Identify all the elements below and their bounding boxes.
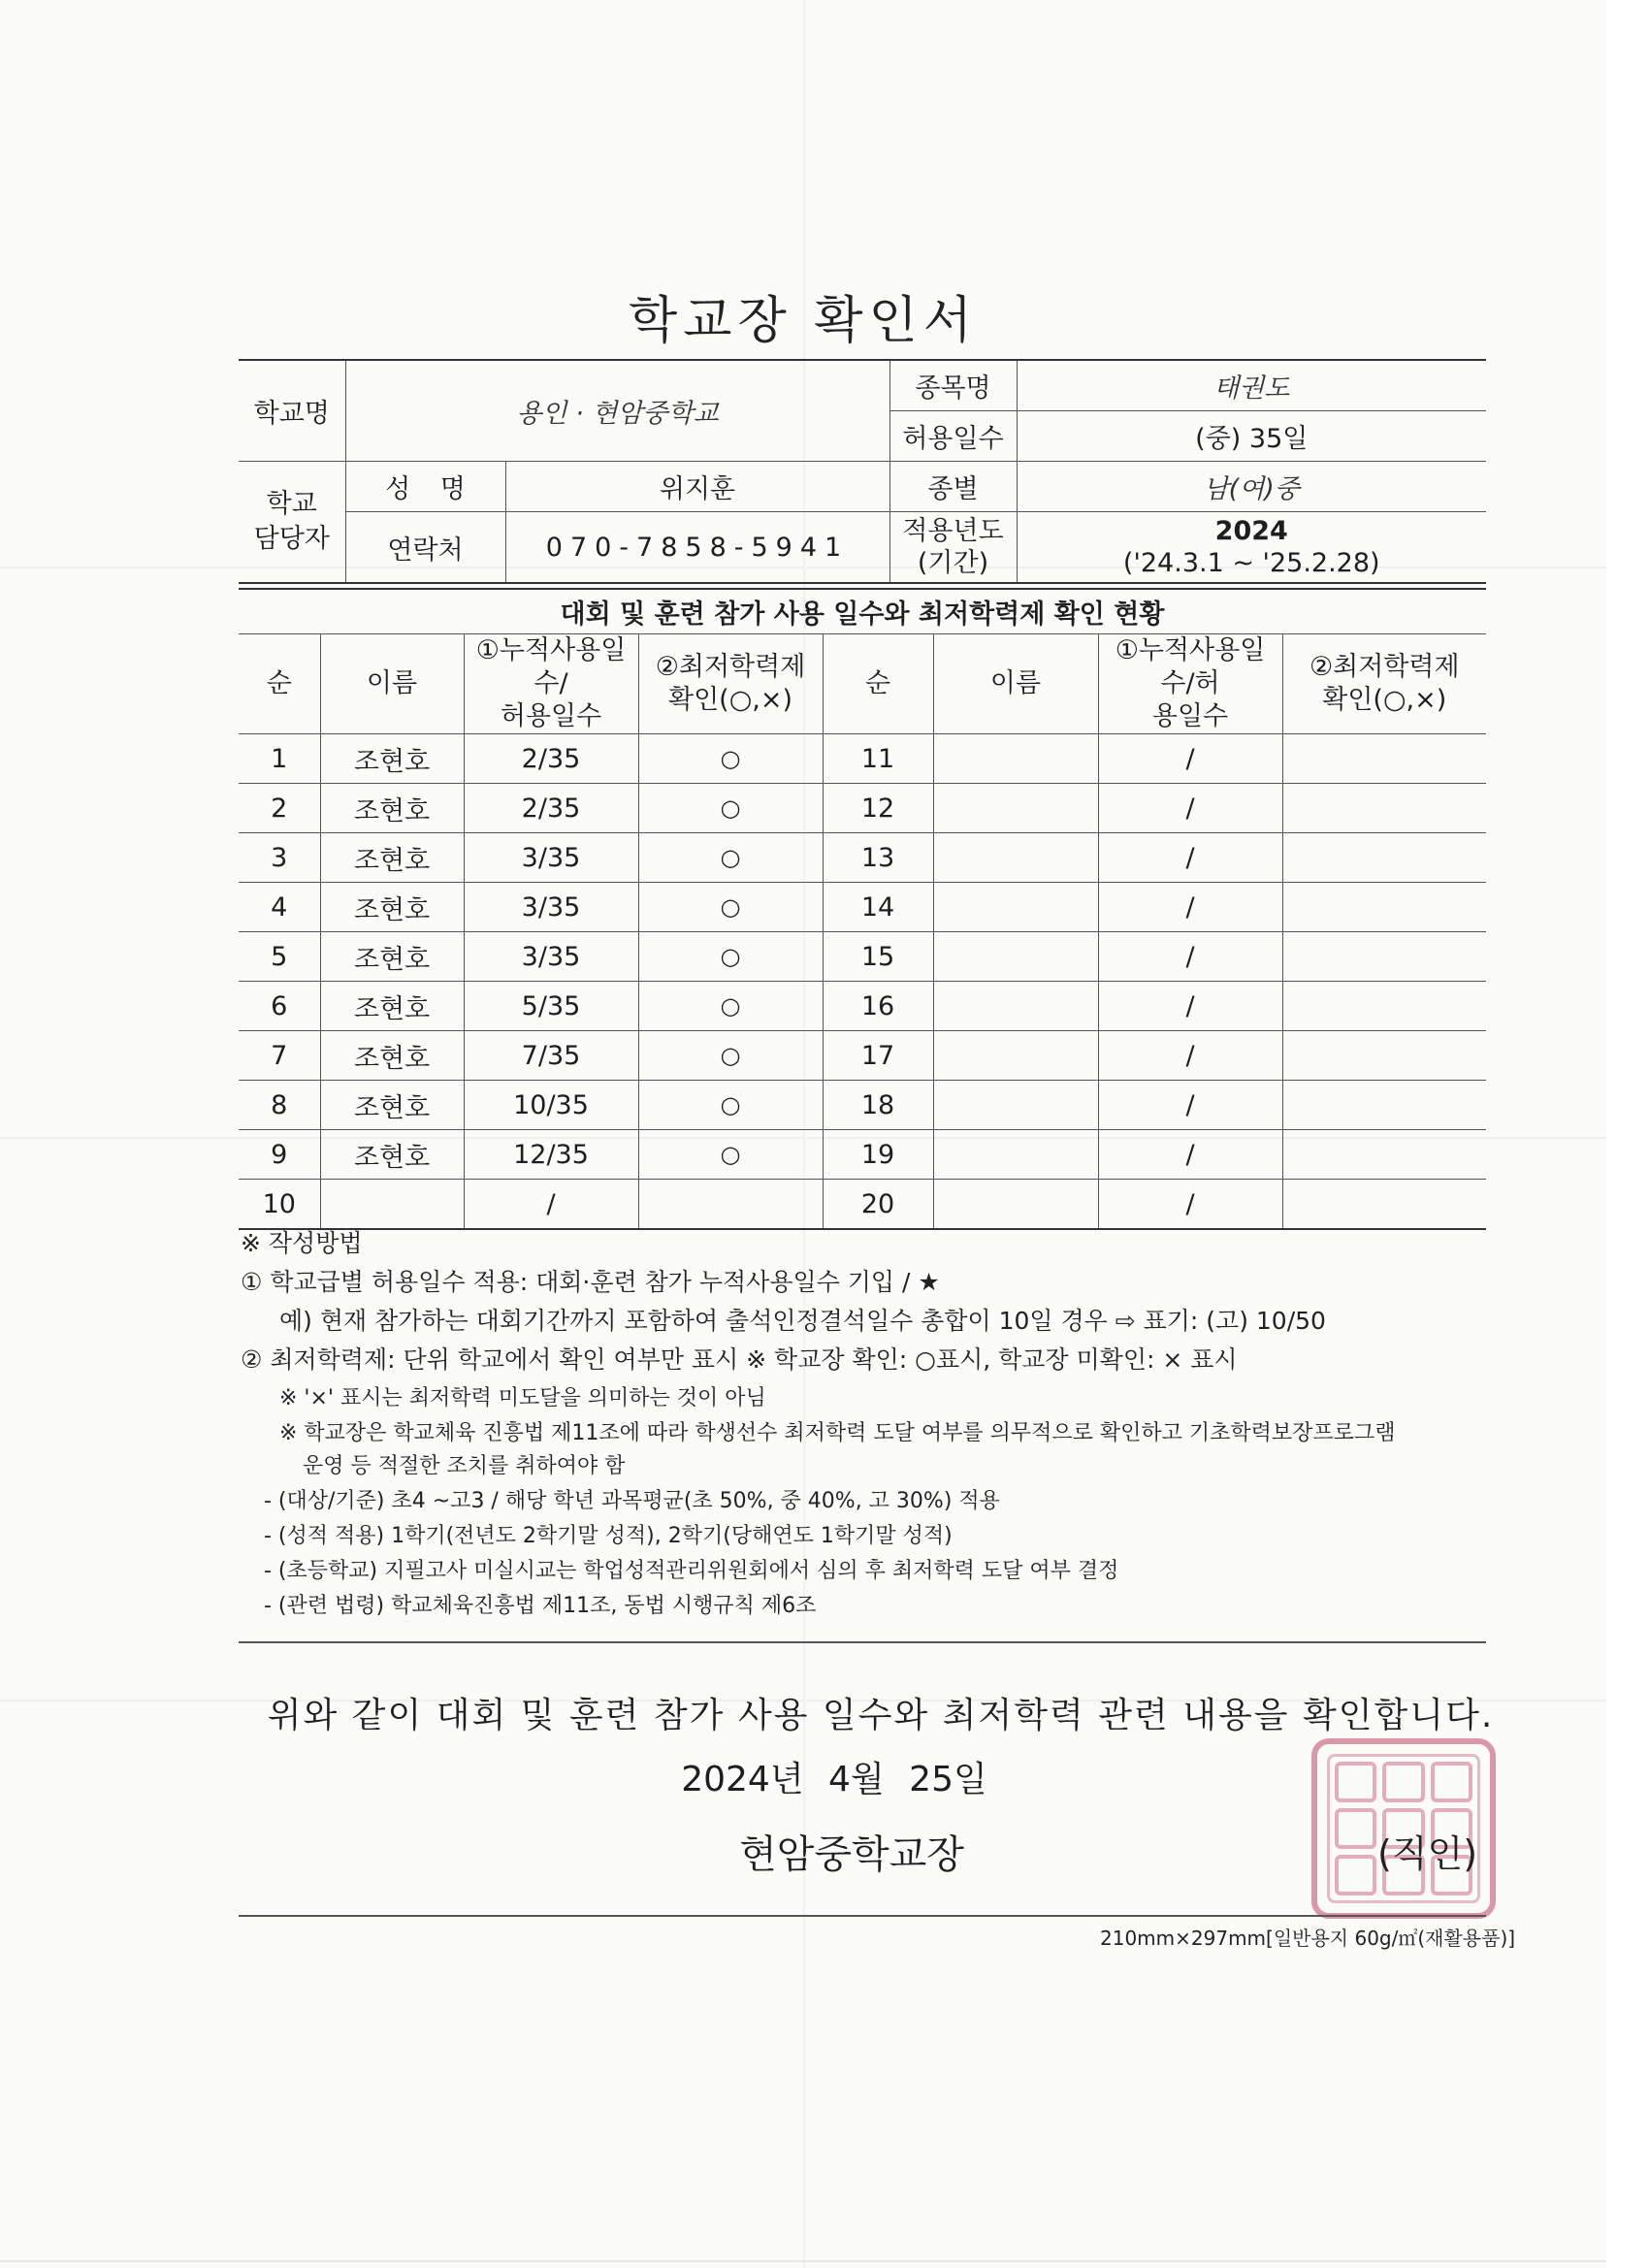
row-days: 3/35	[464, 883, 638, 932]
row-no: 1	[239, 734, 320, 784]
row-no: 2	[239, 784, 320, 833]
header-days: ①누적사용일수/ 허용일수	[464, 634, 638, 734]
confirm-text: 위와 같이 대회 및 훈련 참가 사용 일수와 최저학력 관련 내용을 확인합니다.	[267, 1696, 1495, 1735]
divider	[239, 1915, 1486, 1917]
row-check: ○	[638, 784, 823, 833]
table-row	[239, 833, 1486, 883]
row-days: 3/35	[464, 932, 638, 982]
row-no-2: 17	[823, 1031, 933, 1081]
row-days-2: /	[1098, 1180, 1282, 1230]
row-no: 3	[239, 833, 320, 883]
row-days: 2/35	[464, 784, 638, 833]
table-row	[239, 734, 1486, 784]
row-days-2: /	[1098, 1081, 1282, 1130]
row-check: ○	[638, 833, 823, 883]
row-name: 조현호	[320, 883, 464, 932]
row-days: 10/35	[464, 1081, 638, 1130]
row-days-2: /	[1098, 784, 1282, 833]
row-name	[320, 1180, 464, 1230]
table-row	[239, 982, 1486, 1031]
row-check: ○	[638, 932, 823, 982]
table-row	[239, 1180, 1486, 1230]
row-check-2	[1282, 1031, 1486, 1081]
row-days-2: /	[1098, 1031, 1282, 1081]
divider	[239, 1641, 1486, 1643]
table-row	[239, 932, 1486, 982]
row-name-2	[933, 1031, 1098, 1081]
row-check	[638, 1180, 823, 1230]
row-no-2: 19	[823, 1130, 933, 1180]
row-name-2	[933, 883, 1098, 932]
row-no: 10	[239, 1180, 320, 1230]
row-check-2	[1282, 1081, 1486, 1130]
status-table-title: 대회 및 훈련 참가 사용 일수와 최저학력제 확인 현황	[239, 589, 1486, 634]
row-no-2: 13	[823, 833, 933, 883]
row-check: ○	[638, 883, 823, 932]
row-no: 9	[239, 1130, 320, 1180]
row-check-2	[1282, 883, 1486, 932]
school-name: 용인 · 현암중학교	[345, 360, 889, 462]
header-days-2: ①누적사용일수/허 용일수	[1098, 634, 1282, 734]
row-name-2	[933, 833, 1098, 883]
year-value: 2024	[1214, 516, 1288, 546]
notes-heading: ※ 작성방법	[241, 1229, 363, 1257]
notes-line: 예) 현재 참가하는 대회기간까지 포함하여 출석인정결석일수 총합이 10일 경우 ⇨ 표기: (고) 10/50	[279, 1307, 1326, 1335]
confirm-date: 2024년 4월 25일	[681, 1760, 987, 1799]
year-label: 적용년도 (기간)	[889, 512, 1017, 584]
notes-line: - (대상/기준) 초4 ~고3 / 해당 학년 과목평균(초 50%, 중 40%, 고 30%) 적용	[264, 1489, 1000, 1513]
table-row	[239, 1130, 1486, 1180]
row-days-2: /	[1098, 883, 1282, 932]
row-days-2: /	[1098, 833, 1282, 883]
row-check: ○	[638, 1130, 823, 1180]
row-days: 3/35	[464, 833, 638, 883]
header-name: 이름	[320, 634, 464, 734]
row-days: 7/35	[464, 1031, 638, 1081]
row-no-2: 14	[823, 883, 933, 932]
row-days: /	[464, 1180, 638, 1230]
contact-group-label: 학교 담당자	[239, 462, 345, 584]
row-name: 조현호	[320, 1081, 464, 1130]
notes-line: - (초등학교) 지필고사 미실시교는 학업성적관리위원회에서 심의 후 최저학력 도달 여부 결정	[264, 1559, 1119, 1583]
allowed-days-label: 허용일수	[889, 411, 1017, 462]
row-name: 조현호	[320, 833, 464, 883]
header-no-2: 순	[823, 634, 933, 734]
table-row	[239, 784, 1486, 833]
row-days-2: /	[1098, 982, 1282, 1031]
document-title: 학교장 확인서	[629, 292, 978, 350]
row-name-2	[933, 734, 1098, 784]
row-no-2: 12	[823, 784, 933, 833]
table-row	[239, 883, 1486, 932]
row-name-2	[933, 932, 1098, 982]
row-check: ○	[638, 1031, 823, 1081]
row-check-2	[1282, 784, 1486, 833]
phone-value: 070-7858-5941	[505, 512, 889, 584]
row-days-2: /	[1098, 1130, 1282, 1180]
allowed-days-value: (중) 35일	[1017, 411, 1486, 462]
header-check: ②최저학력제 확인(○,×)	[638, 634, 823, 734]
name-label: 성 명	[345, 462, 505, 512]
name-value: 위지훈	[505, 462, 889, 512]
row-name-2	[933, 784, 1098, 833]
scan-bottom-line	[0, 2260, 1606, 2262]
row-days: 5/35	[464, 982, 638, 1031]
phone-label: 연락처	[345, 512, 505, 584]
notes-line: 운영 등 적절한 조치를 취하여야 함	[303, 1454, 626, 1478]
notes-line: ① 학교급별 허용일수 적용: 대회·훈련 참가 누적사용일수 기입 / ★	[241, 1268, 940, 1296]
row-check-2	[1282, 932, 1486, 982]
row-check-2	[1282, 1130, 1486, 1180]
row-check: ○	[638, 1081, 823, 1130]
header-name-2: 이름	[933, 634, 1098, 734]
row-name-2	[933, 1180, 1098, 1230]
status-table	[239, 588, 1486, 1230]
notes-line: ② 최저학력제: 단위 학교에서 확인 여부만 표시 ※ 학교장 확인: ○표시, 학교장 미확인: × 표시	[241, 1345, 1238, 1374]
table-row	[239, 1081, 1486, 1130]
row-name: 조현호	[320, 784, 464, 833]
scan-edge	[1606, 0, 1649, 2268]
notes-line: - (성적 적용) 1학기(전년도 2학기말 성적), 2학기(당해연도 1학기말 성적)	[264, 1524, 953, 1548]
row-check-2	[1282, 734, 1486, 784]
info-table	[239, 359, 1486, 584]
event-label: 종목명	[889, 360, 1017, 411]
row-name-2	[933, 982, 1098, 1031]
row-check-2	[1282, 1180, 1486, 1230]
event-name: 태권도	[1017, 360, 1486, 411]
row-name: 조현호	[320, 932, 464, 982]
gender-label: 종별	[889, 462, 1017, 512]
header-check-2: ②최저학력제 확인(○,×)	[1282, 634, 1486, 734]
row-days: 2/35	[464, 734, 638, 784]
year-cell	[1017, 512, 1486, 584]
school-label: 학교명	[239, 360, 345, 462]
notes-line: ※ 학교장은 학교체육 진흥법 제11조에 따라 학생선수 최저학력 도달 여부를 의무적으로 확인하고 기초학력보장프로그램	[279, 1421, 1396, 1445]
row-name: 조현호	[320, 1031, 464, 1081]
seal-mark: (직인)	[1377, 1832, 1478, 1875]
row-days-2: /	[1098, 932, 1282, 982]
row-name-2	[933, 1130, 1098, 1180]
row-check: ○	[638, 734, 823, 784]
row-check-2	[1282, 982, 1486, 1031]
row-name: 조현호	[320, 982, 464, 1031]
row-days-2: /	[1098, 734, 1282, 784]
period-value: ('24.3.1 ~ '25.2.28)	[1122, 548, 1380, 578]
gender-value: 남(여)중	[1017, 462, 1486, 512]
row-check: ○	[638, 982, 823, 1031]
row-no-2: 16	[823, 982, 933, 1031]
row-no: 5	[239, 932, 320, 982]
row-no-2: 15	[823, 932, 933, 982]
row-days: 12/35	[464, 1130, 638, 1180]
row-no: 7	[239, 1031, 320, 1081]
principal-title: 현암중학교장	[739, 1832, 964, 1877]
row-no: 6	[239, 982, 320, 1031]
notes-line: - (관련 법령) 학교체육진흥법 제11조, 동법 시행규칙 제6조	[264, 1594, 817, 1618]
row-no: 8	[239, 1081, 320, 1130]
row-no-2: 20	[823, 1180, 933, 1230]
row-name: 조현호	[320, 734, 464, 784]
row-no-2: 11	[823, 734, 933, 784]
paper-spec: 210mm×297mm[일반용지 60g/㎡(재활용품)]	[1100, 1927, 1516, 1950]
row-name: 조현호	[320, 1130, 464, 1180]
header-no: 순	[239, 634, 320, 734]
row-no-2: 18	[823, 1081, 933, 1130]
row-no: 4	[239, 883, 320, 932]
notes-line: ※ '×' 표시는 최저학력 미도달을 의미하는 것이 아님	[279, 1386, 766, 1410]
table-row	[239, 1031, 1486, 1081]
status-table-header	[239, 634, 1486, 734]
row-name-2	[933, 1081, 1098, 1130]
row-check-2	[1282, 833, 1486, 883]
